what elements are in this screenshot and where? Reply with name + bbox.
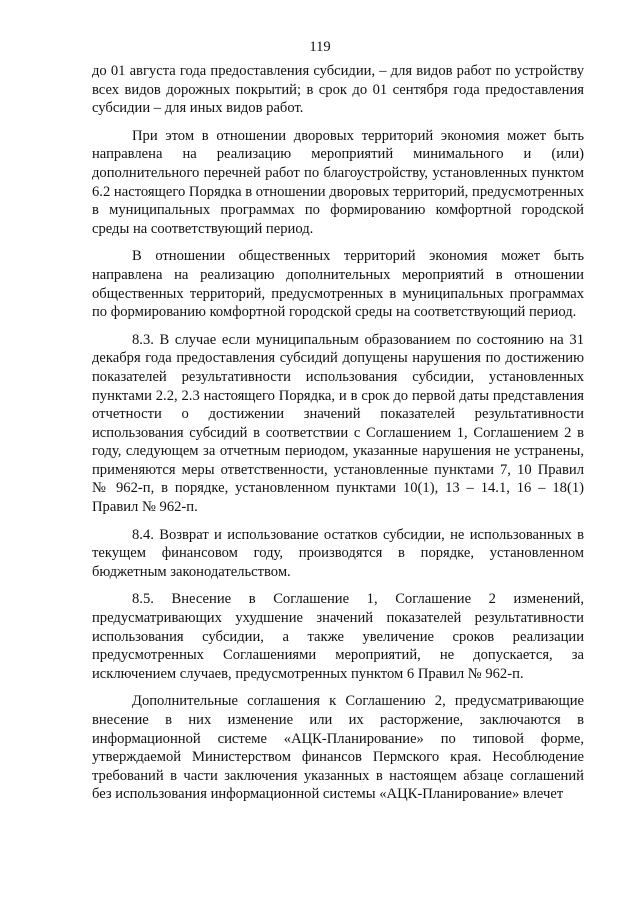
paragraph-public-territories-savings: В отношении общественных территорий экономия может быть направлена на реализацию дополнительных мероприятий в отношении общественных территорий, предусмотренных в муниципальных программах по формированию комфортной городской среды на соответствующий период. — [92, 248, 584, 321]
paragraph-clause-8-5: 8.5. Внесение в Соглашение 1, Соглашение 2 изменений, предусматривающих ухудшение значений показателей результативности использования субсидии, а также увеличение сроков реализации предусмотренных Соглашениями мероприятий, не допускается, за исключением случаев, предусмотренных пунктом 6 Правил № 962-п. — [92, 591, 584, 682]
paragraph-clause-8-3: 8.3. В случае если муниципальным образованием по состоянию на 31 декабря года предоставления субсидий допущены нарушения по достижению показателей результативности использования субсидии, установленных пунктами 2.2, 2.3 настоящего Порядка, и в срок до первой даты представления отчетности о достижении значений показателей результативности использования субсидий в соответствии с Соглашением 1, Соглашением 2 в году, следующем за отчетным периодом, указанные нарушения не устранены, применяются меры ответственности, установленные пунктами 7, 10 Правил № 962-п, в порядке, установленном пунктами 10(1), 13 – 14.1, 16 – 18(1) Правил № 962-п. — [92, 331, 584, 516]
paragraph-additional-agreements: Дополнительные соглашения к Соглашению 2, предусматривающие внесение в них изменение или их расторжение, заключаются в информационной системе «АЦК-Планирование» по типовой форме, утверждаемой Министерством финансов Пермского края. Несоблюдение требований в части заключения указанных в настоящем абзаце соглашений без использования информационной системы «АЦК-Планирование» влечет — [92, 693, 584, 803]
document-body — [92, 62, 584, 813]
paragraph-courtyard-savings: При этом в отношении дворовых территорий экономия может быть направлена на реализацию мероприятий минимального и (или) дополнительного перечней работ по благоустройству, установленных пунктом 6.2 настоящего Порядка в отношении дворовых территорий, предусмотренных в муниципальных программах по формированию комфортной городской среды на соответствующий период. — [92, 127, 584, 237]
page-number: 119 — [309, 39, 331, 55]
paragraph-deadlines: до 01 августа года предоставления субсидии, – для видов работ по устройству всех видов дорожных покрытий; в срок до 01 сентября года предоставления субсидии – для иных видов работ. — [92, 63, 584, 117]
paragraph-clause-8-4: 8.4. Возврат и использование остатков субсидии, не использованных в текущем финансовом году, производятся в порядке, установленном бюджетным законодательством. — [92, 526, 584, 580]
